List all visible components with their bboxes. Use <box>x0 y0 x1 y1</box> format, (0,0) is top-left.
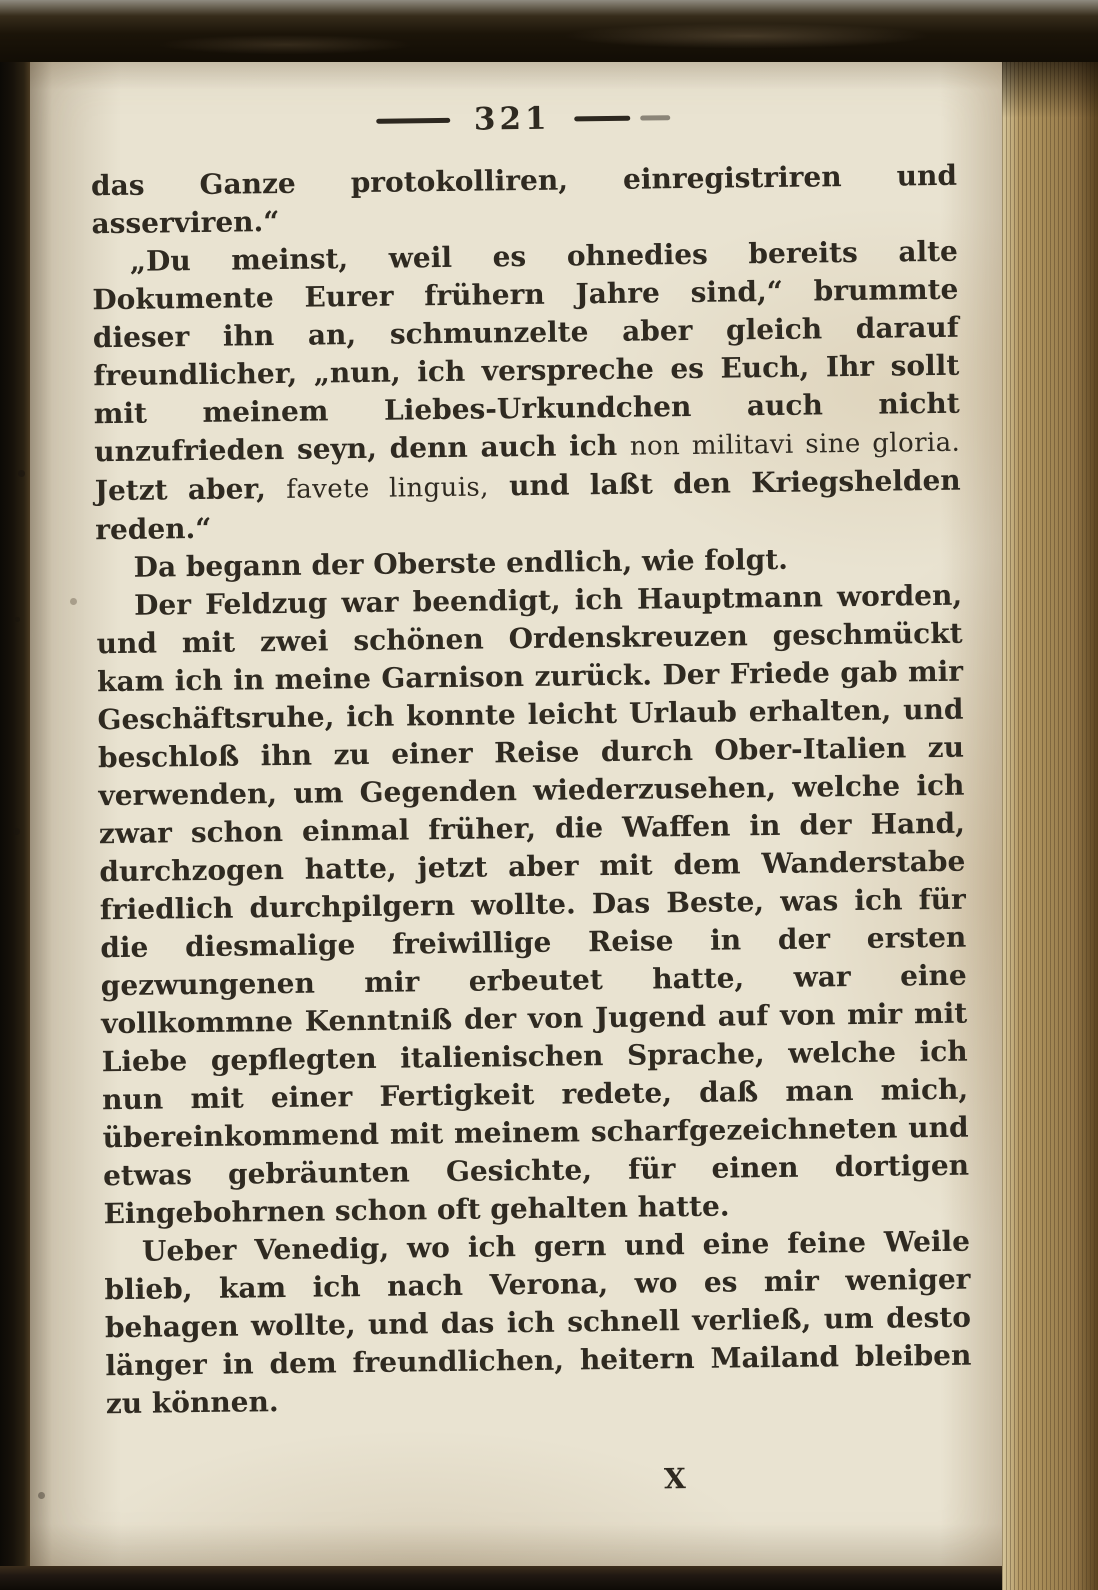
paragraph-continuation: das Ganze protokolliren, einregistriren und asserviren.“ <box>90 158 958 241</box>
book-page-stack-fore-edge <box>1002 48 1098 1590</box>
book-cover-bottom-edge <box>0 1566 1098 1590</box>
page-header <box>90 95 956 144</box>
dialogue-text: „Du meinst, weil es ohnedies bereits alte Dokumente Eurer frühern Jahre sind,“ brummte dieser ihn an, schmunzelte aber gleich darauf freundlicher, „nun, ich verspreche es Euch, Ihr sollt mit meinem Liebes-Urkundchen auch nicht unzufrieden seyn, denn auch ich <box>92 234 960 469</box>
book-cover-top-edge <box>0 0 1098 62</box>
paragraph-story: Der Feldzug war beendigt, ich Hauptmann worden, und mit zwei schönen Ordenskreuzen geschmückt kam ich in meine Garnison zurück. Der Friede gab mir Geschäftsruhe, ich konnte leicht Urlaub erhalten, und beschloß ihn zu einer Reise durch Ober-Italien zu verwenden, um Gegenden wiederzusehen, welche ich zwar schon einmal früher, die Waffen in der Hand, durchzogen hatte, jetzt aber mit dem Wanderstabe friedlich durchpilgern wollte. Das Beste, was ich für die diesmalige freiwillige Reise in der ersten gezwungenen mir erbeutet hatte, war eine vollkommne Kenntniß der von Jugend auf von mir mit Liebe gepflegten italienischen Sprache, welche ich nun mit einer Fertigkeit redete, daß man mich, übereinkommend mit meinem scharfgezeichneten und etwas gebräunten Gesichte, für einen dortigen Eingebohrnen schon oft gehalten hatte. <box>96 578 970 1231</box>
paragraph-travel: Ueber Venedig, wo ich gern und eine feine Weile blieb, kam ich nach Verona, wo es mir weniger behagen wollte, und das ich schnell verließ, um desto länger in dem freundlichen, heitern Mailand bleiben zu können. <box>104 1224 972 1421</box>
dust-specks <box>0 0 3 3</box>
latin-phrase-favete-linguis: favete linguis, <box>286 472 490 505</box>
book-binding-left-edge <box>0 0 30 1590</box>
paragraph-narration: Da begann der Oberste endlich, wie folgt. <box>133 542 789 584</box>
header-rule-left <box>376 117 450 123</box>
page-number: 321 <box>473 100 551 138</box>
dialogue-text: Jetzt aber, <box>94 471 287 508</box>
paragraph-dialogue <box>92 233 962 550</box>
page-text-block <box>90 95 973 1505</box>
dialogue-text: und laßt den Kriegshelden reden.“ <box>95 463 961 547</box>
header-rule-right-faint <box>641 115 671 120</box>
header-rule-right <box>575 115 631 121</box>
book-page <box>26 56 1010 1570</box>
latin-phrase-non-militavi: non militavi sine gloria. <box>629 427 961 462</box>
signature-mark: X <box>663 1462 686 1496</box>
